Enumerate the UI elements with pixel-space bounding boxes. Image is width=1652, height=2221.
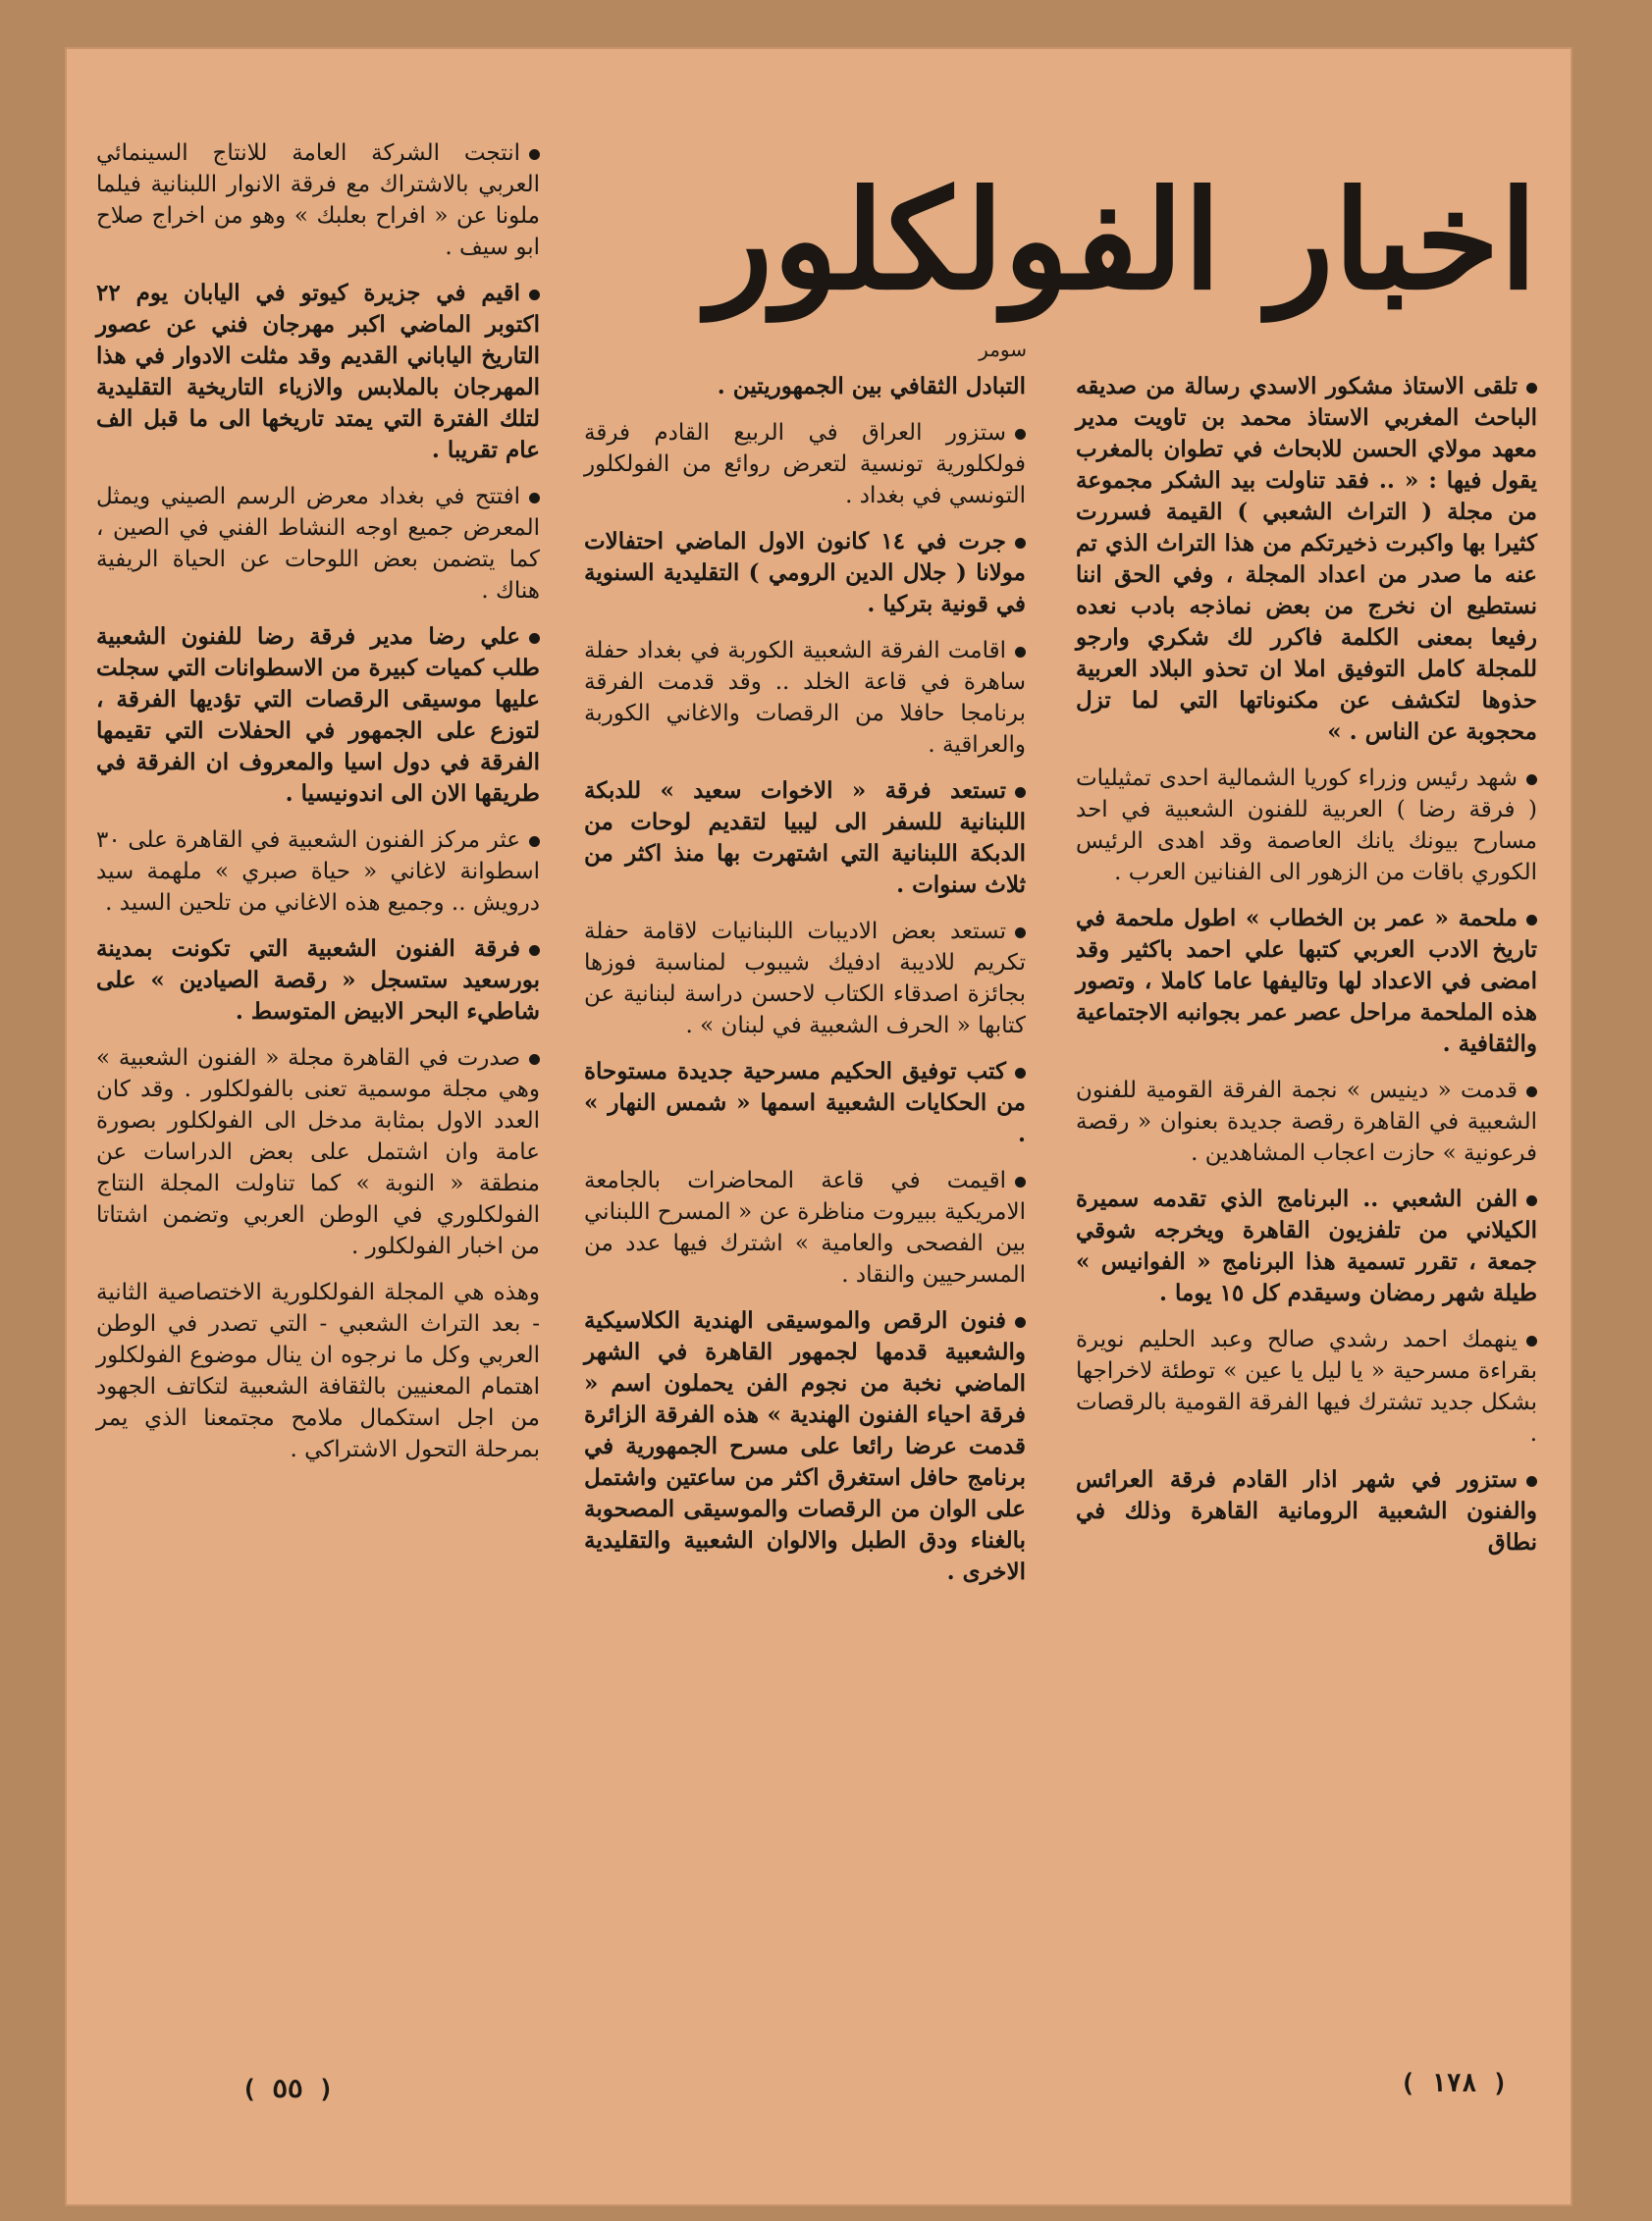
news-item	[584, 417, 1026, 511]
news-item-text: اقامت الفرقة الشعبية الكوربة في بغداد حفلة ساهرة في قاعة الخلد .. وقد قدمت الفرقة برنامجا حافلا من الرقصات والاغاني الكوربة والعراقية .	[584, 638, 1026, 758]
bullet-icon	[529, 1054, 540, 1065]
news-item	[1076, 1075, 1537, 1169]
news-item-text: تستعد بعض الاديبات اللبنانيات لاقامة حفلة تكريم للاديبة ادفيك شيبوب لمناسبة فوزها بجائزة اصدقاء الكتاب لاحسن دراسة لبنانية عن كتابها « الحرف الشعبية في لبنان » .	[584, 919, 1026, 1038]
news-item	[584, 371, 1026, 402]
column-left	[96, 137, 540, 2206]
news-item-text: الفن الشعبي .. البرنامج الذي تقدمه سميرة الكيلاني من تلفزيون القاهرة ويخرجه شوقي جمعة ، تقرر تسمية هذا البرنامج « الفوانيس » طيلة شهر رمضان وسيقدم كل ١٥ يوما .	[1076, 1186, 1537, 1306]
news-item	[1076, 903, 1537, 1060]
news-item	[96, 933, 540, 1028]
news-item-text: تستعد فرقة « الاخوات سعيد » للدبكة اللبنانية للسفر الى ليبيا لتقديم لوحات من الدبكة اللبنانية التي اشتهرت بها منذ اكثر من ثلاث سنوات .	[584, 777, 1026, 898]
news-item-text: علي رضا مدير فرقة رضا للفنون الشعبية طلب كميات كبيرة من الاسطوانات التي سجلت عليها موسيقى الرقصات التي تؤديها الفرقة ، لتوزع على الجمهور في الحفلات التي تقيمها الفرقة في دول اسيا والمعروف ان الفرقة في طريقها الان الى اندونيسيا .	[96, 623, 540, 807]
news-item	[1076, 371, 1537, 748]
news-item	[1076, 1184, 1537, 1309]
news-item	[584, 526, 1026, 620]
news-item-text: ستزور في شهر اذار القادم فرقة العرائس والفنون الشعبية الرومانية القاهرة وذلك في نطاق	[1076, 1466, 1537, 1556]
bullet-icon	[1015, 1177, 1026, 1188]
news-item-text: انتجت الشركة العامة للانتاج السينمائي العربي بالاشتراك مع فرقة الانوار اللبنانية فيلما ملونا عن « افراح بعلبك » وهو من اخراج صلاح ابو سيف .	[96, 140, 540, 260]
page-number-right: ( ١٧٨ )	[1400, 2069, 1508, 2098]
page-number-left: ( ٥٥ )	[241, 2075, 334, 2104]
news-item	[96, 278, 540, 466]
news-item	[1076, 1464, 1537, 1559]
news-item-text: افتتح في بغداد معرض الرسم الصيني ويمثل المعرض جميع اوجه النشاط الفني في الصين ، كما يتضمن بعض اللوحات عن الحياة الريفية هناك .	[96, 484, 540, 604]
magazine-page	[65, 47, 1572, 2206]
news-item	[584, 1056, 1026, 1150]
news-item	[584, 916, 1026, 1041]
news-item-text: تلقى الاستاذ مشكور الاسدي رسالة من صديقه الباحث المغربي الاستاذ محمد بن تاويت مدير معهد مولاي الحسن للابحاث في تطوان بالمغرب يقول فيها : « .. فقد تناولت بيد الشكر مجموعة من مجلة ( التراث الشعبي ) القيمة فسررت كثيرا بها واكبرت ذخيرتكم من هذا التراث الذي تم عنه ما صدر من اعداد المجلة ، وفي الحق اننا نستطيع ان نخرج من بعض نماذجه بادب نعده رفيعا بمعنى الكلمة فاكرر لك شكري وارجو للمجلة كامل التوفيق املا ان تحذو البلاد العربية حذوها لتكشف عن مكنوناتها التي لما تزل محجوبة عن الناس . »	[1076, 373, 1537, 745]
bullet-icon	[1526, 1336, 1537, 1347]
bullet-icon	[1526, 383, 1537, 394]
news-item	[96, 1042, 540, 1262]
bullet-icon	[1526, 915, 1537, 925]
bullet-icon	[1015, 787, 1026, 798]
news-item-text: عثر مركز الفنون الشعبية في القاهرة على ٣٠ اسطوانة لاغاني « حياة صبري » ملهمة سيد درويش .. وجميع هذه الاغاني من تلحين السيد .	[96, 827, 540, 916]
news-item	[96, 1277, 540, 1465]
bullet-icon	[529, 836, 540, 847]
news-item-text: جرت في ١٤ كانون الاول الماضي احتفالات مولانا ( جلال الدين الرومي ) التقليدية السنوية في قونية بتركيا .	[584, 528, 1026, 617]
bullet-icon	[1015, 647, 1026, 658]
news-item-text: صدرت في القاهرة مجلة « الفنون الشعبية » وهي مجلة موسمية تعنى بالفولكلور . وقد كان العدد الاول بمثابة مدخل الى الفولكلور بصورة عامة وان اشتمل على بعض الدراسات عن منطقة « النوبة » كما تناولت المجلة النتاج الفولكلوري في الوطن العربي وتضمن اشتاتا من اخبار الفولكلور .	[96, 1045, 540, 1259]
news-item-text: وهذه هي المجلة الفولكلورية الاختصاصية الثانية - بعد التراث الشعبي - التي تصدر في الوطن العربي وكل ما نرجوه ان ينال موضوع الفولكلور اهتمام المعنيين بالثقافة الشعبية لتكاتف الجهود من اجل استكمال ملامح مجتمعنا الذي يمر بمرحلة التحول الاشتراكي .	[96, 1280, 540, 1462]
news-item-text: ينهمك احمد رشدي صالح وعبد الحليم نويرة بقراءة مسرحية « يا ليل يا عين » توطئة لاخراجها بشكل جديد تشترك فيها الفرقة القومية بالرقصات .	[1076, 1327, 1537, 1447]
bullet-icon	[1526, 1195, 1537, 1206]
column-middle	[584, 371, 1026, 2206]
page-title: اخبار الفولكلور	[707, 160, 1537, 320]
bullet-icon	[1015, 927, 1026, 938]
news-item-text: قدمت « دينيس » نجمة الفرقة القومية للفنون الشعبية في القاهرة رقصة جديدة بعنوان « رقصة فرعونية » حازت اعجاب المشاهدين .	[1076, 1078, 1537, 1166]
bullet-icon	[529, 290, 540, 300]
bullet-icon	[1015, 1317, 1026, 1328]
news-item	[1076, 763, 1537, 888]
news-item-text: اقيم في جزيرة كيوتو في اليابان يوم ٢٢ اكتوبر الماضي اكبر مهرجان فني عن عصور التاريخ الياباني القديم وقد مثلت الادوار في هذا المهرجان بالملابس والازياء التاريخية التقليدية لتلك الفترة التي يمتد تاريخها الى ما قبل الف عام تقريبا .	[96, 280, 540, 463]
bullet-icon	[1526, 1086, 1537, 1097]
news-item	[96, 481, 540, 607]
news-item-text: فنون الرقص والموسيقى الهندية الكلاسيكية والشعبية قدمها لجمهور القاهرة في الشهر الماضي نخبة من نجوم الفن يحملون اسم « فرقة احياء الفنون الهندية » هذه الفرقة الزائرة قدمت عرضا رائعا على مسرح الجمهورية في برنامج حافل استغرق اكثر من ساعتين واشتمل على الوان من الرقصات والموسيقى المصحوبة بالغناء ودق الطبل والالوان الشعبية والتقليدية الاخرى .	[584, 1307, 1026, 1585]
author-mark: سومر	[979, 338, 1027, 361]
bullet-icon	[1526, 1476, 1537, 1487]
news-item	[584, 1305, 1026, 1588]
news-item	[96, 824, 540, 919]
bullet-icon	[1015, 1068, 1026, 1079]
news-item-text: كتب توفيق الحكيم مسرحية جديدة مستوحاة من الحكايات الشعبية اسمها « شمس النهار » .	[584, 1058, 1026, 1147]
bullet-icon	[1526, 774, 1537, 785]
news-item	[96, 621, 540, 810]
bullet-icon	[529, 149, 540, 160]
masthead	[654, 160, 1537, 389]
column-right	[1076, 371, 1537, 2206]
bullet-icon	[1015, 429, 1026, 440]
news-item	[584, 635, 1026, 761]
news-item-text: ستزور العراق في الربيع القادم فرقة فولكلورية تونسية لتعرض روائع من الفولكلور التونسي في بغداد .	[584, 420, 1026, 508]
bullet-icon	[1015, 538, 1026, 549]
news-item	[584, 775, 1026, 901]
news-item-text: التبادل الثقافي بين الجمهوريتين .	[717, 373, 1026, 399]
news-item-text: فرقة الفنون الشعبية التي تكونت بمدينة بورسعيد ستسجل « رقصة الصيادين » على شاطيء البحر الابيض المتوسط .	[96, 935, 540, 1025]
bullet-icon	[529, 633, 540, 644]
news-item-text: شهد رئيس وزراء كوريا الشمالية احدى تمثيليات ( فرقة رضا ) العربية للفنون الشعبية في احد مسارح بيونك يانك العاصمة وقد اهدى الرئيس الكوري باقات من الزهور الى الفنانين العرب .	[1076, 766, 1537, 885]
news-item	[96, 137, 540, 263]
news-item-text: ملحمة « عمر بن الخطاب » اطول ملحمة في تاريخ الادب العربي كتبها علي احمد باكثير وقد امضى في الاعداد لها وتاليفها عاما كاملا ، وتصور هذه الملحمة مراحل عصر عمر بجوانبه الاجتماعية والثقافية .	[1076, 905, 1537, 1057]
news-item	[584, 1165, 1026, 1291]
bullet-icon	[529, 493, 540, 503]
bullet-icon	[529, 945, 540, 956]
news-item-text: اقيمت في قاعة المحاضرات بالجامعة الامريكية ببيروت مناظرة عن « المسرح اللبناني بين الفصحى والعامية » اشترك فيها عدد من المسرحيين والنقاد .	[584, 1168, 1026, 1288]
news-item	[1076, 1324, 1537, 1450]
